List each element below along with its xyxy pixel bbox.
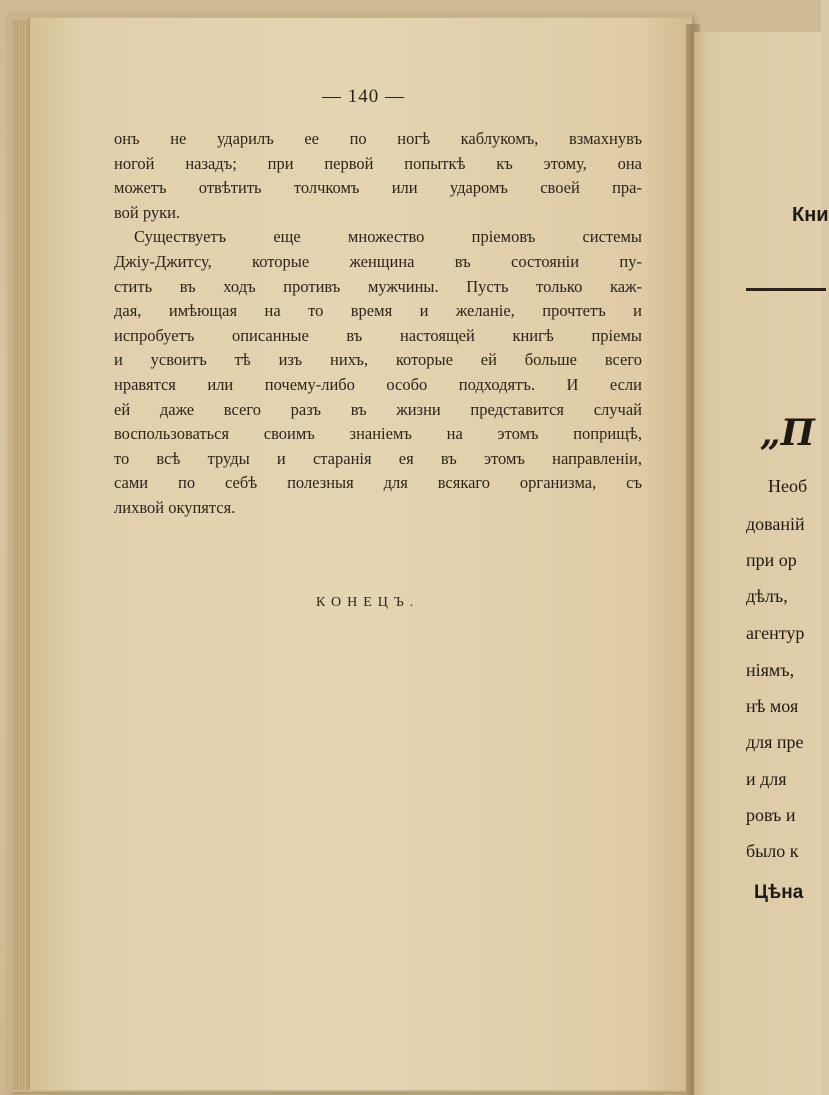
- right-page-rule: [746, 288, 826, 291]
- right-page-quote-title: „П: [760, 412, 815, 454]
- ending-word: КОНЕЦЪ.: [316, 595, 420, 610]
- text-line: воспользоваться своимъ знаніемъ на этомъ поприщѣ,: [114, 424, 642, 444]
- body-text: [114, 127, 642, 521]
- page-number: — 140 —: [322, 86, 405, 107]
- text-line: дая, имѣющая на то время и желаніе, прочтетъ и: [114, 301, 642, 321]
- text-line: сами по себѣ полезныя для всякаго организма, съ: [114, 473, 642, 493]
- text-line: ей даже всего разъ въ жизни представится случай: [114, 399, 642, 419]
- right-page-line: нѣ моя: [746, 696, 799, 716]
- text-line: онъ не ударилъ ее по ногѣ каблукомъ, взмахнувъ: [114, 129, 642, 148]
- right-page-line: для пре: [746, 732, 804, 752]
- right-page-line: агентур: [746, 623, 805, 643]
- text-line: лихвой окупятся.: [114, 497, 236, 517]
- right-page-line: дѣлъ,: [746, 586, 788, 606]
- text-line: Существуетъ еще множество пріемовъ системы: [134, 227, 642, 247]
- right-page-price: Цѣна: [754, 882, 804, 903]
- right-page-title: Кни: [792, 204, 829, 226]
- text-line: ногой назадъ; при первой попыткѣ къ этому, она: [114, 153, 642, 173]
- text-line: можетъ отвѣтить толчкомъ или ударомъ своей пра-: [114, 178, 642, 198]
- text-line: то всѣ труды и старанія ея въ этомъ направленіи,: [114, 448, 642, 468]
- right-page-line: при ор: [746, 550, 797, 570]
- text-line: Джіу-Джитсу, которые женщина въ состояніи пу-: [114, 251, 642, 271]
- text-line: нравятся или почему-либо особо подходятъ. И если: [114, 374, 642, 394]
- text-line: стить въ ходъ противъ мужчины. Пусть только каж-: [114, 276, 642, 296]
- right-page-line: было к: [746, 841, 799, 861]
- right-page-line: и для: [746, 769, 787, 789]
- right-page: [694, 32, 829, 1095]
- text-line: и усвоитъ тѣ изъ нихъ, которые ей больше всего: [114, 350, 642, 370]
- right-page-line: ровъ и: [746, 805, 796, 825]
- right-page-line: дованій: [746, 514, 805, 534]
- text-line: испробуетъ описанные въ настоящей книгѣ пріемы: [114, 325, 642, 345]
- right-page-line: ніямъ,: [746, 660, 795, 680]
- right-page-line: Необ: [768, 476, 808, 496]
- text-line: вой руки.: [114, 202, 181, 222]
